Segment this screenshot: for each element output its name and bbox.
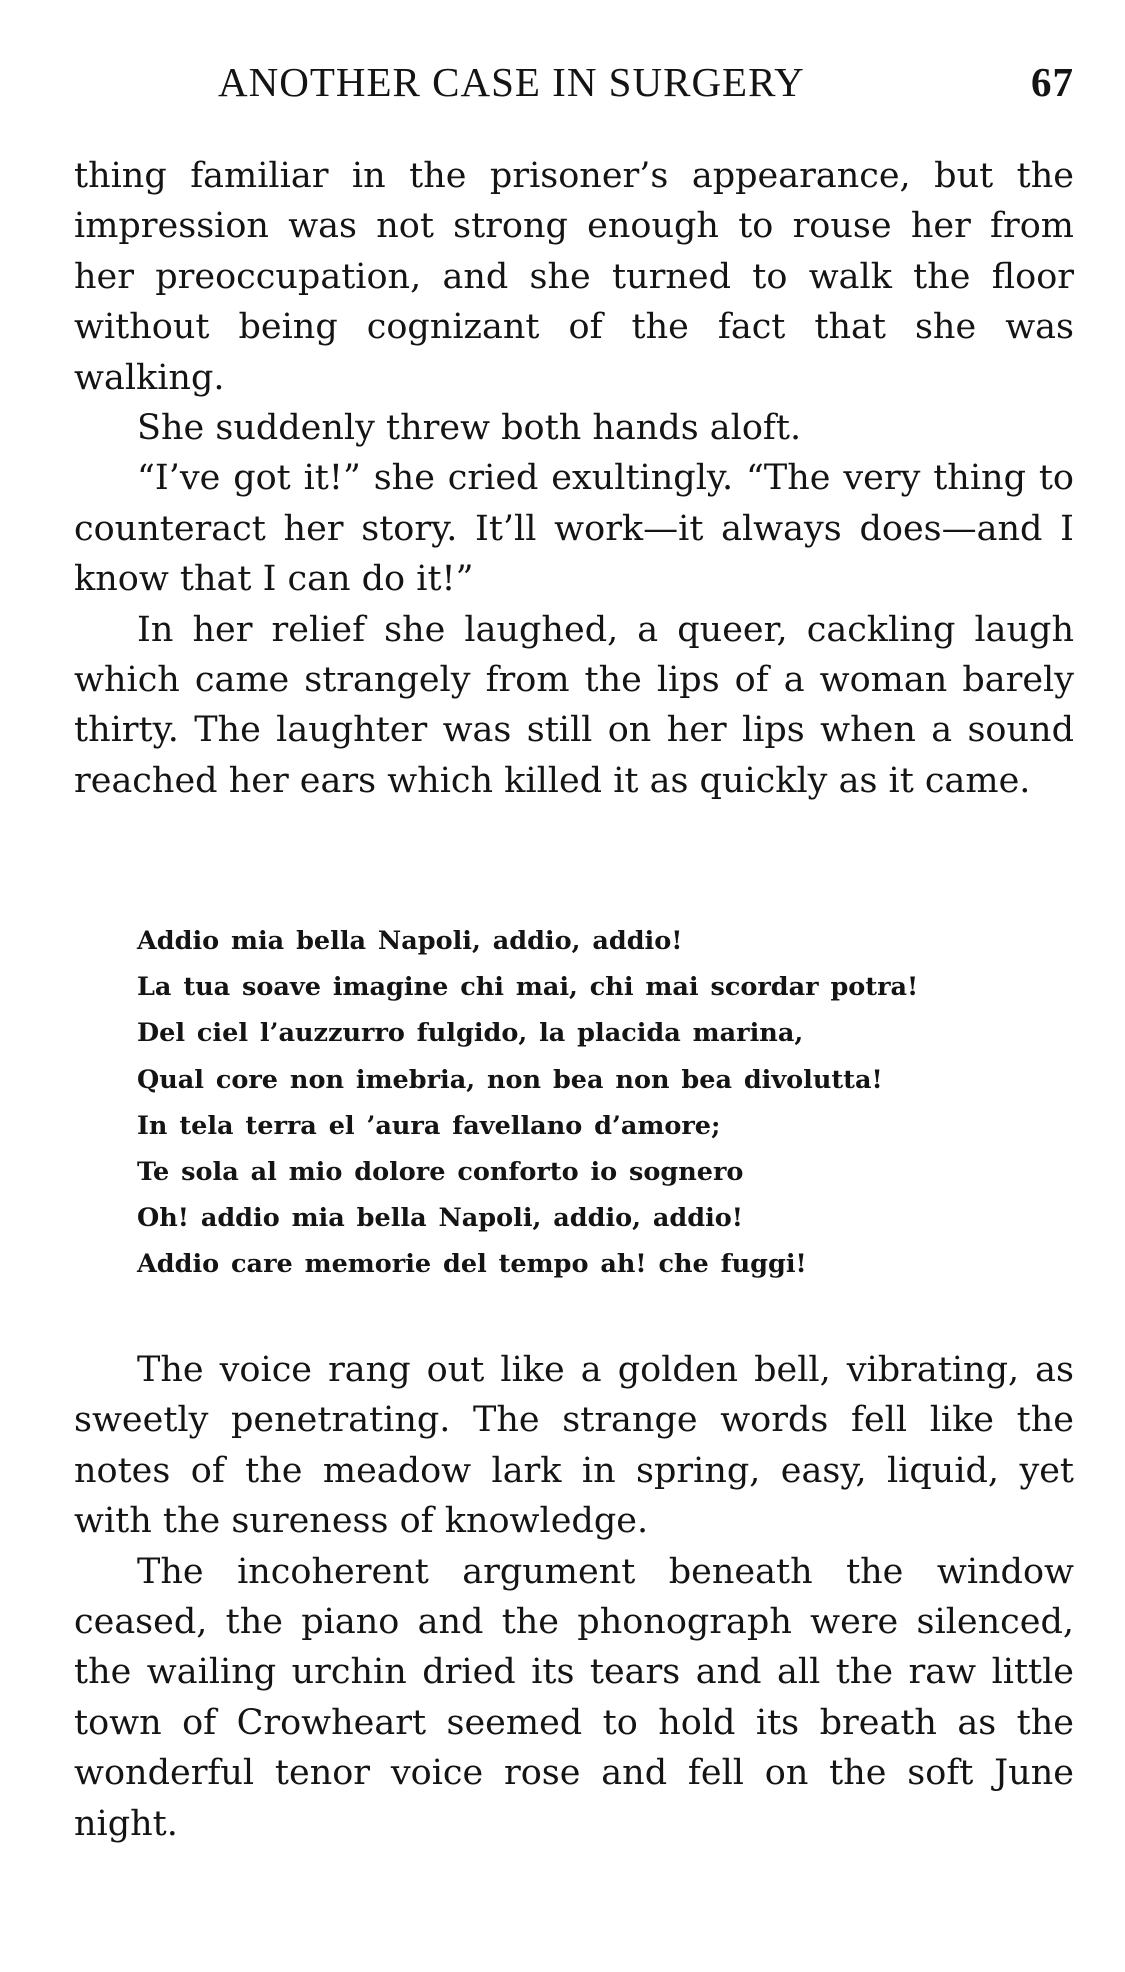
paragraph-continued: thing familiar in the prisoner’s appearance, but the impression was not strong enough to rouse her from her preoccupation, and she turned to walk the floor without being cognizant of the fact that she was walking. [74,156,1074,398]
running-head [74,58,1074,114]
verse-line: Qual core non imebria, non bea non bea divolutta! [137,1064,883,1095]
verse-line: Del ciel l’auzzurro fulgido, la placida marina, [137,1018,804,1049]
body-text-bottom [74,1345,1074,1849]
page-number: 67 [1031,59,1074,105]
song-verse [137,918,1017,1288]
verse-line: La tua soave imagine chi mai, chi mai scordar potra! [137,972,919,1003]
chapter-title: ANOTHER CASE IN SURGERY [218,59,805,105]
verse-line: Addio care memorie del tempo ah! che fuggi! [137,1249,807,1280]
verse-line: Addio mia bella Napoli, addio, addio! [137,926,683,956]
paragraph: She suddenly threw both hands aloft. [137,408,802,449]
paragraph: “I’ve got it!” she cried exultingly. “The very thing to counteract her story. It’ll work—it always does—and I know that I can do it!” [74,458,1074,600]
verse-line: Te sola al mio dolore conforto io sognero [137,1157,744,1188]
paragraph: In her relief she laughed, a queer, cackling laugh which came strangely from the lips of a woman barely thirty. The laughter was still on her lips when a sound reached her ears which killed it as quickly as it came. [74,609,1074,801]
paragraph: The voice rang out like a golden bell, vibrating, as sweetly penetrating. The strange words fell like the notes of the meadow lark in spring, easy, liquid, yet with the sureness of knowledge. [74,1350,1074,1542]
verse-line: Oh! addio mia bella Napoli, addio, addio! [137,1203,743,1234]
paragraph: The incoherent argument beneath the window ceased, the piano and the phonograph were silenced, the wailing urchin dried its tears and all the raw little town of Crowheart seemed to hold its breath as the wonderful tenor voice rose and fell on the soft June night. [74,1551,1074,1844]
body-text-top [74,151,1074,806]
verse-line: In tela terra el ’aura favellano d’amore; [137,1110,721,1141]
